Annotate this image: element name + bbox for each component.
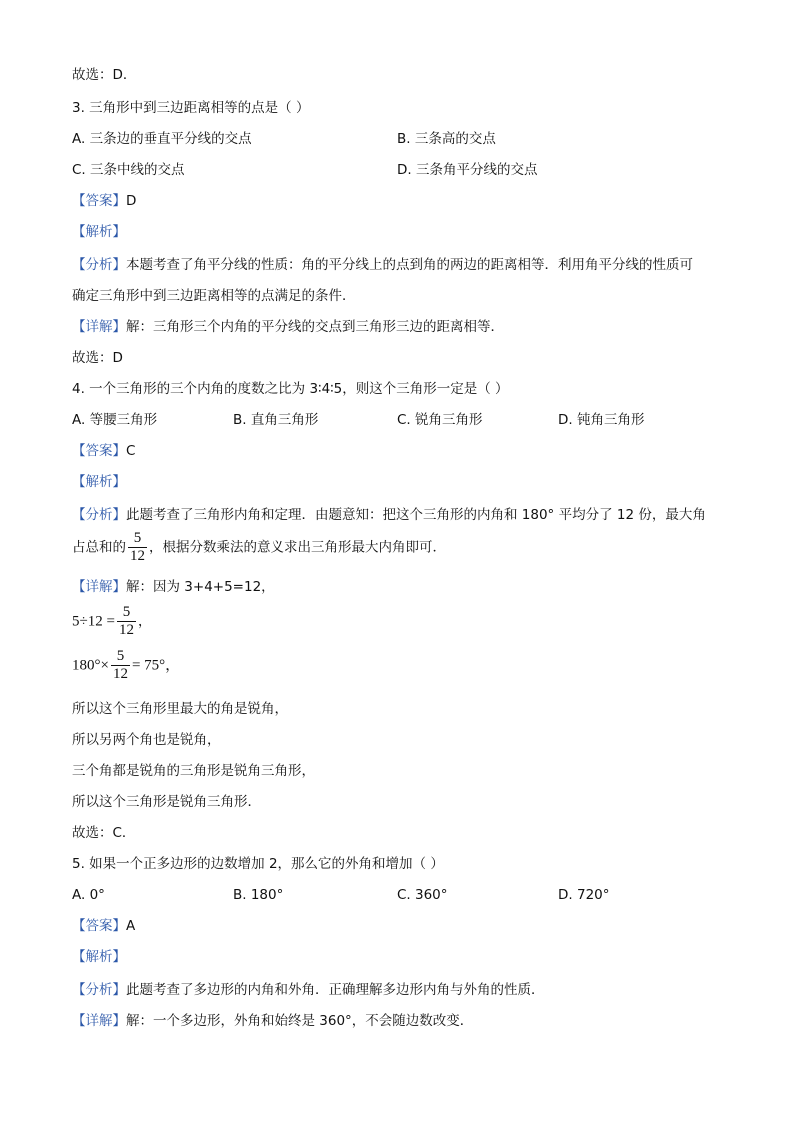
fenxi-text: 此题考查了三角形内角和定理．由题意知：把这个三角形的内角和 180° 平均分了 12 份，最大角 xyxy=(126,507,706,523)
option-c: C. 三条中线的交点 xyxy=(72,162,185,178)
option-d: D. 720° xyxy=(558,887,610,903)
option-d: D. 三条角平分线的交点 xyxy=(397,162,538,178)
choice-line: 故选：C． xyxy=(72,825,136,841)
choice-line: 故选：D xyxy=(72,350,123,366)
equation-lhs: 5÷12 = xyxy=(72,613,115,630)
xiangjie-tag: 【详解】 xyxy=(72,579,126,595)
xiangjie-text: 解：因为 3+4+5=12， xyxy=(126,579,275,595)
fraction-denominator: 12 xyxy=(130,548,145,564)
answer-value: C xyxy=(126,443,136,459)
fenxi-text: 此题考查了多边形的内角和外角．正确理解多边形内角与外角的性质． xyxy=(126,982,545,998)
option-d: D. 钝角三角形 xyxy=(558,412,645,428)
answer-value: D xyxy=(126,193,137,209)
xiangjie-tag: 【详解】 xyxy=(72,1013,126,1029)
option-b: B. 三条高的交点 xyxy=(397,131,496,147)
fenxi-text: 本题考查了角平分线的性质：角的平分线上的点到角的两边的距离相等．利用角平分线的性质可 xyxy=(126,257,693,273)
analysis-line-2: 确定三角形中到三边距离相等的点满足的条件． xyxy=(72,288,356,304)
option-a: A. 等腰三角形 xyxy=(72,412,158,428)
option-a: A. 三条边的垂直平分线的交点 xyxy=(72,131,252,147)
analysis-line xyxy=(72,506,706,524)
answer-line xyxy=(72,917,135,935)
fenxi-text-post: ，根据分数乘法的意义求出三角形最大内角即可． xyxy=(149,539,446,556)
choice-line: 故选：D． xyxy=(72,67,137,83)
equation-tail: ， xyxy=(137,613,152,630)
analysis-tag: 【解析】 xyxy=(72,224,126,240)
option-b: B. 180° xyxy=(233,887,284,903)
reasoning-line: 三个角都是锐角的三角形是锐角三角形， xyxy=(72,763,315,779)
answer-value: A xyxy=(126,918,136,934)
fenxi-text-pre: 占总和的 xyxy=(72,539,126,556)
detail-line xyxy=(72,578,275,596)
fraction xyxy=(111,648,130,683)
fraction-denominator: 12 xyxy=(112,666,128,682)
xiangjie-tag: 【详解】 xyxy=(72,319,126,335)
fenxi-tag: 【分析】 xyxy=(72,507,126,523)
xiangjie-text: 解：一个多边形，外角和始终是 360°，不会随边数改变． xyxy=(126,1013,474,1029)
fraction xyxy=(117,604,136,639)
option-c: C. 锐角三角形 xyxy=(397,412,483,428)
option-c: C. 360° xyxy=(397,887,448,903)
question-5: 5. 如果一个正多边形的边数增加 2，那么它的外角和增加（ ） xyxy=(72,856,444,872)
fraction-numerator: 5 xyxy=(117,604,136,622)
question-3: 3. 三角形中到三边距离相等的点是（ ） xyxy=(72,100,310,116)
fenxi-tag: 【分析】 xyxy=(72,982,126,998)
analysis-line xyxy=(72,981,545,999)
equation-2 xyxy=(72,648,180,683)
analysis-line xyxy=(72,256,693,274)
fenxi-tag: 【分析】 xyxy=(72,257,126,273)
detail-line xyxy=(72,318,504,336)
equation-tail: = 75°， xyxy=(131,657,181,674)
detail-line xyxy=(72,1012,473,1030)
answer-tag: 【答案】 xyxy=(72,443,126,459)
fraction-numerator: 5 xyxy=(128,530,147,548)
equation-1 xyxy=(72,604,151,639)
answer-line xyxy=(72,442,135,460)
analysis-tag: 【解析】 xyxy=(72,949,126,965)
fraction-denominator: 12 xyxy=(118,622,134,638)
fraction-numerator: 5 xyxy=(111,648,130,666)
question-4: 4. 一个三角形的三个内角的度数之比为 3∶4∶5，则这个三角形一定是（ ） xyxy=(72,381,509,397)
reasoning-line: 所以这个三角形是锐角三角形． xyxy=(72,794,261,810)
xiangjie-text: 解：三角形三个内角的平分线的交点到三角形三边的距离相等． xyxy=(126,319,504,335)
option-a: A. 0° xyxy=(72,887,105,903)
answer-tag: 【答案】 xyxy=(72,918,126,934)
answer-tag: 【答案】 xyxy=(72,193,126,209)
analysis-tag: 【解析】 xyxy=(72,474,126,490)
analysis-fraction-line xyxy=(72,530,446,565)
option-b: B. 直角三角形 xyxy=(233,412,319,428)
equation-lhs: 180°× xyxy=(72,657,109,674)
reasoning-line: 所以另两个角也是锐角， xyxy=(72,732,221,748)
answer-line xyxy=(72,192,136,210)
reasoning-line: 所以这个三角形里最大的角是锐角， xyxy=(72,701,288,717)
fraction xyxy=(128,530,147,565)
